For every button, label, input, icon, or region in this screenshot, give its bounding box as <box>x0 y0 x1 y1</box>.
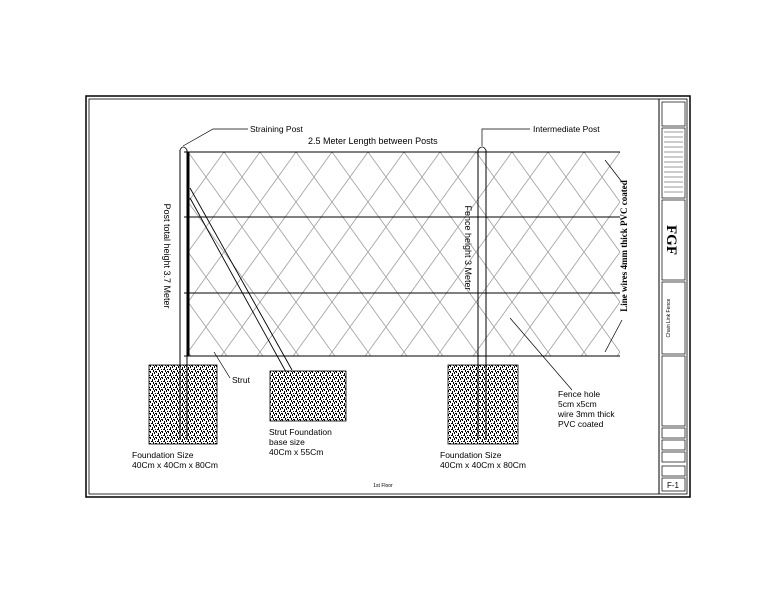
floor-label: 1st Floor <box>373 483 393 489</box>
straining-post-label: Straining Post <box>250 124 303 134</box>
strut-label: Strut <box>232 375 250 385</box>
title-block <box>659 99 685 494</box>
right-foundation-label-2: 40Cm x 40Cm x 80Cm <box>440 460 526 470</box>
fence-hole-label-4: PVC coated <box>558 419 604 429</box>
intermediate-post-label: Intermediate Post <box>533 124 600 134</box>
fence-height-label: Fence height 3 Meter <box>463 205 473 291</box>
post-total-height-label: Post total height 3.7 Meter <box>162 203 172 309</box>
right-post-foundation <box>448 365 518 444</box>
right-foundation-label-1: Foundation Size <box>440 450 502 460</box>
strut-foundation-label-3: 40Cm x 55Cm <box>269 447 324 457</box>
strut-foundation-label-2: base size <box>269 437 305 447</box>
drawing-title: Chain Link Fence <box>666 298 672 338</box>
chain-link-mesh <box>188 152 620 356</box>
left-post-foundation <box>149 365 217 444</box>
left-foundation-label-1: Foundation Size <box>132 450 194 460</box>
strut-foundation <box>270 371 346 421</box>
company-logo: FGF <box>663 225 679 255</box>
length-between-posts-label: 2.5 Meter Length between Posts <box>308 136 438 146</box>
line-wires-label: Line wires 4mm thick PVC coated <box>619 180 629 312</box>
fence-hole-label-3: wire 3mm thick <box>558 409 615 419</box>
fence-hole-label-1: Fence hole <box>558 389 601 399</box>
fence-hole-label-2: 5cm x5cm <box>558 399 597 409</box>
left-foundation-label-2: 40Cm x 40Cm x 80Cm <box>132 460 218 470</box>
strut-foundation-label-1: Strut Foundation <box>269 427 332 437</box>
sheet-number: F-1 <box>667 481 679 490</box>
